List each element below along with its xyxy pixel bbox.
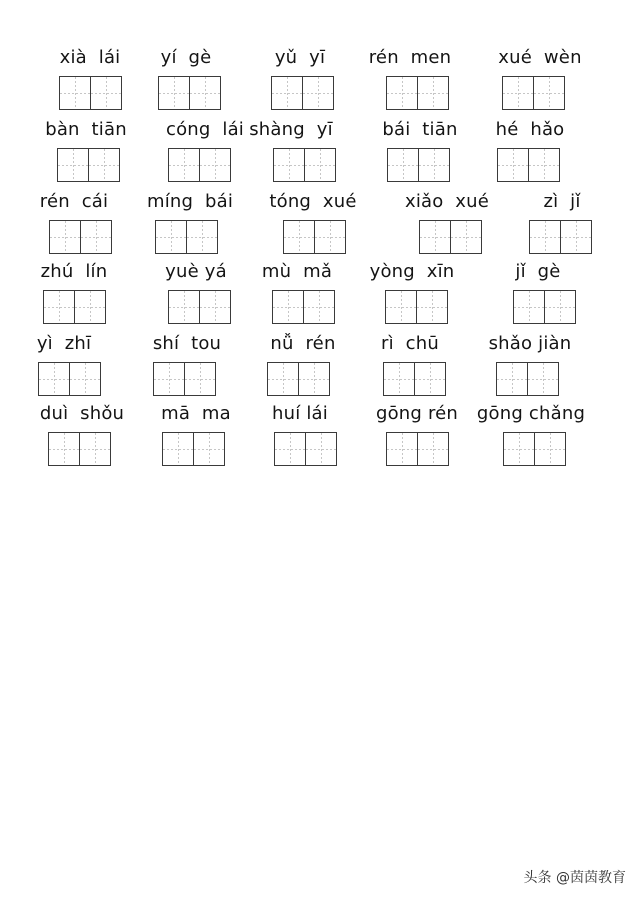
tianzige-cell[interactable] (268, 363, 298, 395)
tianzige-cell[interactable] (314, 221, 345, 253)
pinyin-label: cóng lái (165, 119, 245, 140)
writing-grid[interactable] (57, 148, 120, 182)
tianzige-cell[interactable] (275, 433, 305, 465)
tianzige-cell[interactable] (498, 149, 528, 181)
tianzige-cell[interactable] (533, 77, 564, 109)
tianzige-cell[interactable] (530, 221, 560, 253)
writing-grid[interactable] (497, 148, 560, 182)
tianzige-cell[interactable] (69, 363, 100, 395)
pinyin-label: zì jǐ (543, 191, 581, 212)
pinyin-label: yì zhī (36, 333, 92, 354)
tianzige-cell[interactable] (169, 291, 199, 323)
pinyin-label: shí tou (152, 333, 222, 354)
writing-grid[interactable] (49, 220, 112, 254)
writing-grid[interactable] (43, 290, 106, 324)
writing-grid[interactable] (168, 290, 231, 324)
tianzige-cell[interactable] (156, 221, 186, 253)
pinyin-label: jǐ gè (515, 261, 561, 282)
pinyin-label: tóng xué (269, 191, 357, 212)
writing-grid[interactable] (283, 220, 346, 254)
tianzige-cell[interactable] (39, 363, 69, 395)
pinyin-label: yǔ yī (274, 47, 326, 68)
tianzige-cell[interactable] (273, 291, 303, 323)
tianzige-cell[interactable] (163, 433, 193, 465)
watermark: 头条 @茵茵教育 (523, 870, 626, 886)
writing-grid[interactable] (267, 362, 330, 396)
tianzige-cell[interactable] (154, 363, 184, 395)
tianzige-cell[interactable] (302, 77, 333, 109)
tianzige-cell[interactable] (386, 291, 416, 323)
tianzige-cell[interactable] (80, 221, 111, 253)
tianzige-cell[interactable] (417, 77, 448, 109)
pinyin-label: yuè yá (165, 261, 227, 282)
pinyin-label: mā ma (161, 403, 231, 424)
tianzige-cell[interactable] (527, 363, 558, 395)
tianzige-cell[interactable] (303, 291, 334, 323)
writing-grid[interactable] (271, 76, 334, 110)
tianzige-cell[interactable] (534, 433, 565, 465)
tianzige-cell[interactable] (186, 221, 217, 253)
writing-grid[interactable] (168, 148, 231, 182)
writing-grid[interactable] (59, 76, 122, 110)
tianzige-cell[interactable] (388, 149, 418, 181)
tianzige-cell[interactable] (528, 149, 559, 181)
writing-grid[interactable] (153, 362, 216, 396)
tianzige-cell[interactable] (79, 433, 110, 465)
writing-grid[interactable] (162, 432, 225, 466)
tianzige-cell[interactable] (44, 291, 74, 323)
tianzige-cell[interactable] (560, 221, 591, 253)
writing-grid[interactable] (503, 432, 566, 466)
pinyin-label: gōng rén (375, 403, 459, 424)
writing-grid[interactable] (386, 76, 449, 110)
tianzige-cell[interactable] (169, 149, 199, 181)
pinyin-label: gōng chǎng (476, 403, 586, 424)
tianzige-cell[interactable] (298, 363, 329, 395)
pinyin-label: mù mǎ (261, 261, 333, 282)
pinyin-label: duì shǒu (39, 403, 125, 424)
pinyin-label: rì chū (381, 333, 439, 354)
pinyin-label: xué wèn (498, 47, 582, 68)
tianzige-cell[interactable] (384, 363, 414, 395)
tianzige-cell[interactable] (88, 149, 119, 181)
tianzige-cell[interactable] (58, 149, 88, 181)
writing-grid[interactable] (385, 290, 448, 324)
pinyin-label: shàng yī (249, 119, 333, 140)
pinyin-label: míng bái (146, 191, 234, 212)
tianzige-cell[interactable] (199, 291, 230, 323)
tianzige-cell[interactable] (184, 363, 215, 395)
tianzige-cell[interactable] (418, 149, 449, 181)
tianzige-cell[interactable] (159, 77, 189, 109)
writing-grid[interactable] (158, 76, 221, 110)
writing-grid[interactable] (496, 362, 559, 396)
pinyin-label: rén cái (39, 191, 109, 212)
pinyin-label: rén men (368, 47, 452, 68)
writing-grid[interactable] (502, 76, 565, 110)
tianzige-cell[interactable] (450, 221, 481, 253)
writing-grid[interactable] (38, 362, 101, 396)
tianzige-cell[interactable] (420, 221, 450, 253)
tianzige-cell[interactable] (274, 149, 304, 181)
writing-grid[interactable] (273, 148, 336, 182)
tianzige-cell[interactable] (497, 363, 527, 395)
writing-grid[interactable] (48, 432, 111, 466)
tianzige-cell[interactable] (387, 77, 417, 109)
tianzige-cell[interactable] (504, 433, 534, 465)
pinyin-label: bàn tiān (45, 119, 127, 140)
tianzige-cell[interactable] (514, 291, 544, 323)
writing-grid[interactable] (155, 220, 218, 254)
tianzige-cell[interactable] (60, 77, 90, 109)
pinyin-label: nǚ rén (270, 333, 336, 354)
writing-grid[interactable] (386, 432, 449, 466)
writing-grid[interactable] (387, 148, 450, 182)
writing-grid[interactable] (419, 220, 482, 254)
pinyin-label: xiǎo xué (404, 191, 490, 212)
tianzige-cell[interactable] (304, 149, 335, 181)
tianzige-cell[interactable] (49, 433, 79, 465)
pinyin-label: yí gè (160, 47, 212, 68)
writing-grid[interactable] (274, 432, 337, 466)
tianzige-cell[interactable] (74, 291, 105, 323)
tianzige-cell[interactable] (305, 433, 336, 465)
pinyin-label: xià lái (59, 47, 121, 68)
writing-grid[interactable] (529, 220, 592, 254)
tianzige-cell[interactable] (387, 433, 417, 465)
tianzige-cell[interactable] (284, 221, 314, 253)
tianzige-cell[interactable] (503, 77, 533, 109)
tianzige-cell[interactable] (544, 291, 575, 323)
pinyin-label: hé hǎo (495, 119, 565, 140)
writing-grid[interactable] (383, 362, 446, 396)
tianzige-cell[interactable] (199, 149, 230, 181)
tianzige-cell[interactable] (193, 433, 224, 465)
pinyin-label: zhú lín (40, 261, 108, 282)
tianzige-cell[interactable] (414, 363, 445, 395)
tianzige-cell[interactable] (90, 77, 121, 109)
tianzige-cell[interactable] (416, 291, 447, 323)
tianzige-cell[interactable] (189, 77, 220, 109)
pinyin-label: shǎo jiàn (488, 333, 572, 354)
writing-grid[interactable] (272, 290, 335, 324)
tianzige-cell[interactable] (50, 221, 80, 253)
writing-grid[interactable] (513, 290, 576, 324)
tianzige-cell[interactable] (417, 433, 448, 465)
pinyin-label: yòng xīn (369, 261, 455, 282)
pinyin-label: huí lái (272, 403, 328, 424)
pinyin-label: bái tiān (382, 119, 458, 140)
tianzige-cell[interactable] (272, 77, 302, 109)
